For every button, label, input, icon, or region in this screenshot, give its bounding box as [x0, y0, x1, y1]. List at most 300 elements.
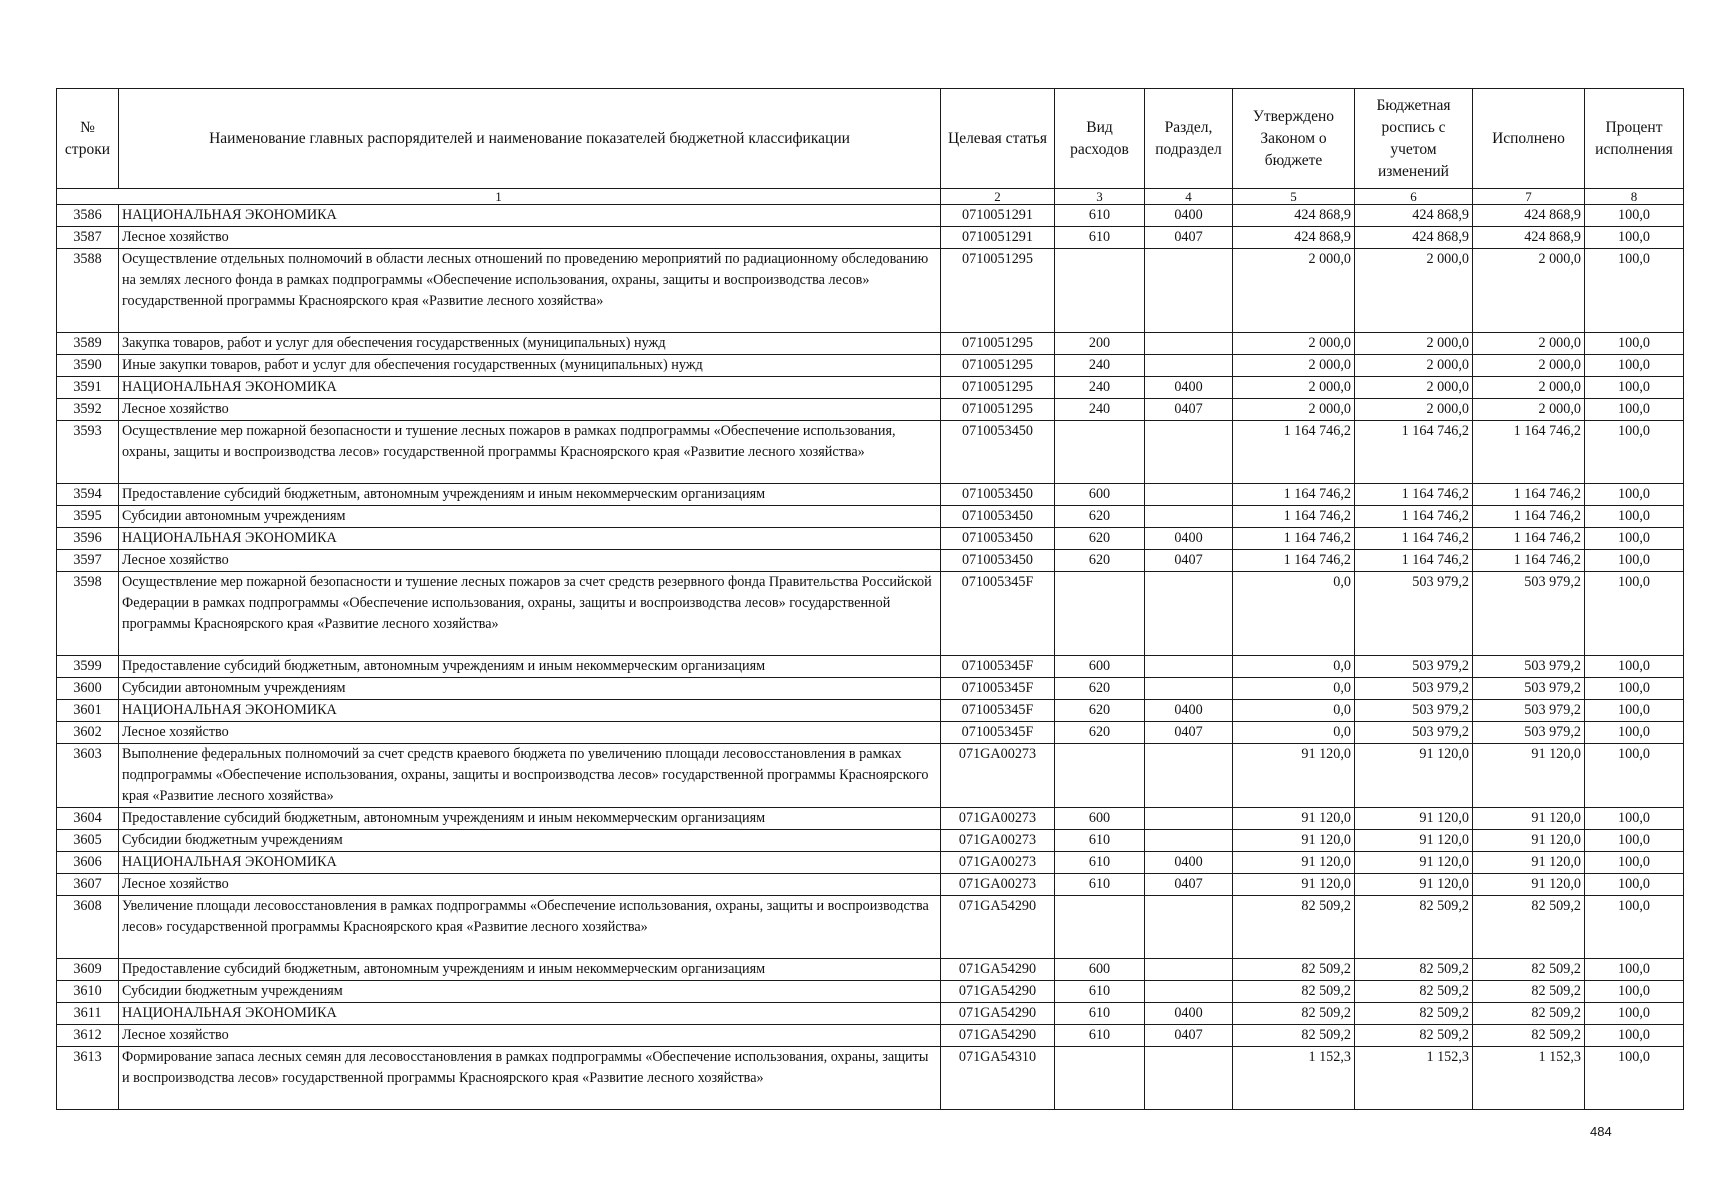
row-approved: 91 120,0: [1233, 830, 1355, 852]
row-approved: 91 120,0: [1233, 852, 1355, 874]
row-expense-type: 200: [1055, 333, 1145, 355]
row-executed: 503 979,2: [1473, 700, 1585, 722]
row-percent: 100,0: [1585, 808, 1684, 830]
row-budget-schedule: 91 120,0: [1355, 744, 1473, 808]
row-expense-type: 240: [1055, 399, 1145, 421]
row-target-article: 0710053450: [941, 484, 1055, 506]
row-expense-type: [1055, 1047, 1145, 1110]
row-expense-type: 610: [1055, 874, 1145, 896]
row-name: НАЦИОНАЛЬНАЯ ЭКОНОМИКА: [119, 528, 941, 550]
row-executed: 2 000,0: [1473, 333, 1585, 355]
row-approved: 1 164 746,2: [1233, 550, 1355, 572]
row-name: Субсидии автономным учреждениям: [119, 506, 941, 528]
table-row: [57, 722, 1684, 744]
row-percent: 100,0: [1585, 830, 1684, 852]
row-executed: 2 000,0: [1473, 399, 1585, 421]
row-number: 3602: [57, 722, 119, 744]
row-section: 0407: [1145, 227, 1233, 249]
row-approved: 0,0: [1233, 678, 1355, 700]
table-row: [57, 1003, 1684, 1025]
row-target-article: 071GA54290: [941, 981, 1055, 1003]
row-number: 3606: [57, 852, 119, 874]
table-row: [57, 506, 1684, 528]
row-budget-schedule: 91 120,0: [1355, 808, 1473, 830]
row-executed: 82 509,2: [1473, 1003, 1585, 1025]
col-number-4: 4: [1145, 189, 1233, 205]
row-approved: 2 000,0: [1233, 249, 1355, 333]
table-row: [57, 399, 1684, 421]
row-target-article: 0710051295: [941, 249, 1055, 333]
row-budget-schedule: 2 000,0: [1355, 249, 1473, 333]
row-number: 3596: [57, 528, 119, 550]
row-expense-type: 610: [1055, 1025, 1145, 1047]
row-percent: 100,0: [1585, 1025, 1684, 1047]
row-name: Осуществление мер пожарной безопасности и тушение лесных пожаров в рамках подпрограммы «Обеспечение использования, охраны, защиты и воспроизводства лесов» государственной программы Красноярского края «Развитие лесного хозяйства»: [119, 421, 941, 484]
row-executed: 1 152,3: [1473, 1047, 1585, 1110]
row-number: 3586: [57, 205, 119, 227]
row-section: [1145, 572, 1233, 656]
row-budget-schedule: 424 868,9: [1355, 227, 1473, 249]
row-section: [1145, 1047, 1233, 1110]
row-budget-schedule: 82 509,2: [1355, 1003, 1473, 1025]
row-name: НАЦИОНАЛЬНАЯ ЭКОНОМИКА: [119, 700, 941, 722]
row-percent: 100,0: [1585, 874, 1684, 896]
row-section: 0407: [1145, 1025, 1233, 1047]
row-expense-type: 610: [1055, 1003, 1145, 1025]
row-target-article: 0710053450: [941, 528, 1055, 550]
page-number: 484: [1590, 1124, 1612, 1139]
row-number: 3592: [57, 399, 119, 421]
row-budget-schedule: 2 000,0: [1355, 355, 1473, 377]
row-number: 3601: [57, 700, 119, 722]
row-section: [1145, 656, 1233, 678]
row-executed: 503 979,2: [1473, 722, 1585, 744]
row-name: НАЦИОНАЛЬНАЯ ЭКОНОМИКА: [119, 852, 941, 874]
row-expense-type: 610: [1055, 227, 1145, 249]
col-number-6: 6: [1355, 189, 1473, 205]
row-target-article: 071005345F: [941, 700, 1055, 722]
row-budget-schedule: 82 509,2: [1355, 1025, 1473, 1047]
row-expense-type: [1055, 896, 1145, 959]
row-target-article: 0710051295: [941, 399, 1055, 421]
table-row: [57, 744, 1684, 808]
row-budget-schedule: 82 509,2: [1355, 896, 1473, 959]
row-target-article: 0710051295: [941, 355, 1055, 377]
row-target-article: 071GA54310: [941, 1047, 1055, 1110]
row-number: 3590: [57, 355, 119, 377]
row-name: НАЦИОНАЛЬНАЯ ЭКОНОМИКА: [119, 377, 941, 399]
row-approved: 0,0: [1233, 656, 1355, 678]
table-row: [57, 852, 1684, 874]
row-target-article: 071005345F: [941, 656, 1055, 678]
row-section: [1145, 678, 1233, 700]
row-percent: 100,0: [1585, 852, 1684, 874]
row-expense-type: 240: [1055, 377, 1145, 399]
row-percent: 100,0: [1585, 421, 1684, 484]
row-expense-type: 620: [1055, 550, 1145, 572]
table-row: [57, 572, 1684, 656]
row-executed: 91 120,0: [1473, 852, 1585, 874]
row-target-article: 0710053450: [941, 506, 1055, 528]
row-name: Лесное хозяйство: [119, 550, 941, 572]
row-target-article: 071GA00273: [941, 744, 1055, 808]
row-section: [1145, 808, 1233, 830]
row-approved: 82 509,2: [1233, 1003, 1355, 1025]
row-executed: 424 868,9: [1473, 227, 1585, 249]
row-number: 3608: [57, 896, 119, 959]
row-expense-type: [1055, 744, 1145, 808]
row-approved: 82 509,2: [1233, 981, 1355, 1003]
row-number: 3611: [57, 1003, 119, 1025]
row-name: Лесное хозяйство: [119, 874, 941, 896]
row-section: 0400: [1145, 1003, 1233, 1025]
table-row: [57, 896, 1684, 959]
row-target-article: 0710053450: [941, 421, 1055, 484]
row-expense-type: 620: [1055, 528, 1145, 550]
row-name: НАЦИОНАЛЬНАЯ ЭКОНОМИКА: [119, 205, 941, 227]
table-row: [57, 550, 1684, 572]
row-number: 3600: [57, 678, 119, 700]
col-number-8: 8: [1585, 189, 1684, 205]
row-approved: 1 164 746,2: [1233, 528, 1355, 550]
row-budget-schedule: 503 979,2: [1355, 572, 1473, 656]
row-percent: 100,0: [1585, 355, 1684, 377]
row-percent: 100,0: [1585, 506, 1684, 528]
row-number: 3598: [57, 572, 119, 656]
row-approved: 82 509,2: [1233, 959, 1355, 981]
row-budget-schedule: 91 120,0: [1355, 830, 1473, 852]
budget-execution-table: [56, 88, 1684, 1110]
col-number-3: 3: [1055, 189, 1145, 205]
row-section: 0407: [1145, 874, 1233, 896]
row-executed: 1 164 746,2: [1473, 421, 1585, 484]
row-target-article: 071GA54290: [941, 959, 1055, 981]
row-expense-type: 620: [1055, 506, 1145, 528]
row-name: Увеличение площади лесовосстановления в рамках подпрограммы «Обеспечение использования, охраны, защиты и воспроизводства лесов» государственной программы Красноярского края «Развитие лесного хозяйства»: [119, 896, 941, 959]
col-number-7: 7: [1473, 189, 1585, 205]
col-header-name: Наименование главных распорядителей и наименование показателей бюджетной классификации: [119, 89, 941, 189]
col-number-2: 2: [941, 189, 1055, 205]
row-name: Предоставление субсидий бюджетным, автономным учреждениям и иным некоммерческим организациям: [119, 656, 941, 678]
row-percent: 100,0: [1585, 981, 1684, 1003]
row-number: 3588: [57, 249, 119, 333]
row-expense-type: 610: [1055, 981, 1145, 1003]
row-percent: 100,0: [1585, 333, 1684, 355]
row-approved: 2 000,0: [1233, 377, 1355, 399]
table-row: [57, 227, 1684, 249]
row-percent: 100,0: [1585, 572, 1684, 656]
row-expense-type: 620: [1055, 700, 1145, 722]
col-header-section: Раздел, подраздел: [1145, 89, 1233, 189]
row-budget-schedule: 1 152,3: [1355, 1047, 1473, 1110]
row-percent: 100,0: [1585, 399, 1684, 421]
col-header-executed: Исполнено: [1473, 89, 1585, 189]
row-number: 3594: [57, 484, 119, 506]
row-approved: 2 000,0: [1233, 355, 1355, 377]
row-number: 3604: [57, 808, 119, 830]
row-number: 3603: [57, 744, 119, 808]
row-section: [1145, 333, 1233, 355]
row-number: 3599: [57, 656, 119, 678]
table-row: [57, 355, 1684, 377]
row-percent: 100,0: [1585, 249, 1684, 333]
row-number: 3587: [57, 227, 119, 249]
col-header-percent: Процент исполнения: [1585, 89, 1684, 189]
row-executed: 82 509,2: [1473, 1025, 1585, 1047]
row-number: 3613: [57, 1047, 119, 1110]
table-row: [57, 678, 1684, 700]
table-row: [57, 421, 1684, 484]
row-executed: 424 868,9: [1473, 205, 1585, 227]
table-row: [57, 333, 1684, 355]
row-approved: 1 152,3: [1233, 1047, 1355, 1110]
row-budget-schedule: 503 979,2: [1355, 700, 1473, 722]
row-executed: 1 164 746,2: [1473, 484, 1585, 506]
row-executed: 1 164 746,2: [1473, 550, 1585, 572]
row-percent: 100,0: [1585, 205, 1684, 227]
row-name: Выполнение федеральных полномочий за счет средств краевого бюджета по увеличению площади лесовосстановления в рамках подпрограммы «Обеспечение использования, охраны, защиты и воспроизводства лесов» государственной программы Красноярского края «Развитие лесного хозяйства»: [119, 744, 941, 808]
row-section: [1145, 421, 1233, 484]
row-name: Субсидии бюджетным учреждениям: [119, 981, 941, 1003]
row-executed: 2 000,0: [1473, 377, 1585, 399]
table-row: [57, 959, 1684, 981]
row-percent: 100,0: [1585, 656, 1684, 678]
row-percent: 100,0: [1585, 678, 1684, 700]
row-section: [1145, 981, 1233, 1003]
table-row: [57, 808, 1684, 830]
row-number: 3595: [57, 506, 119, 528]
row-budget-schedule: 503 979,2: [1355, 722, 1473, 744]
row-executed: 1 164 746,2: [1473, 506, 1585, 528]
row-budget-schedule: 1 164 746,2: [1355, 506, 1473, 528]
row-number: 3591: [57, 377, 119, 399]
col-number-5: 5: [1233, 189, 1355, 205]
row-budget-schedule: 91 120,0: [1355, 874, 1473, 896]
row-expense-type: 610: [1055, 830, 1145, 852]
row-number: 3589: [57, 333, 119, 355]
row-percent: 100,0: [1585, 528, 1684, 550]
row-budget-schedule: 1 164 746,2: [1355, 550, 1473, 572]
row-target-article: 071005345F: [941, 722, 1055, 744]
row-expense-type: 600: [1055, 484, 1145, 506]
row-target-article: 0710053450: [941, 550, 1055, 572]
row-budget-schedule: 1 164 746,2: [1355, 484, 1473, 506]
table-row: [57, 700, 1684, 722]
row-approved: 1 164 746,2: [1233, 421, 1355, 484]
row-percent: 100,0: [1585, 700, 1684, 722]
row-target-article: 071GA00273: [941, 808, 1055, 830]
table-header: [57, 89, 1684, 205]
row-section: [1145, 744, 1233, 808]
row-section: 0407: [1145, 399, 1233, 421]
row-number: 3610: [57, 981, 119, 1003]
row-number: 3593: [57, 421, 119, 484]
row-expense-type: [1055, 572, 1145, 656]
row-executed: 2 000,0: [1473, 249, 1585, 333]
row-approved: 1 164 746,2: [1233, 484, 1355, 506]
col-header-approved: Утверждено Законом о бюджете: [1233, 89, 1355, 189]
row-executed: 91 120,0: [1473, 744, 1585, 808]
row-target-article: 071GA00273: [941, 852, 1055, 874]
row-percent: 100,0: [1585, 550, 1684, 572]
row-section: [1145, 484, 1233, 506]
row-section: 0400: [1145, 852, 1233, 874]
col-header-budget-schedule: Бюджетная роспись с учетом изменений: [1355, 89, 1473, 189]
row-budget-schedule: 2 000,0: [1355, 399, 1473, 421]
row-section: [1145, 249, 1233, 333]
col-number-1: 1: [57, 189, 941, 205]
table-row: [57, 874, 1684, 896]
row-percent: 100,0: [1585, 1003, 1684, 1025]
row-budget-schedule: 82 509,2: [1355, 959, 1473, 981]
row-name: Предоставление субсидий бюджетным, автономным учреждениям и иным некоммерческим организациям: [119, 484, 941, 506]
budget-table-sheet: [56, 88, 1673, 1110]
table-row: [57, 830, 1684, 852]
row-approved: 91 120,0: [1233, 874, 1355, 896]
row-target-article: 071GA54290: [941, 1025, 1055, 1047]
row-target-article: 071005345F: [941, 678, 1055, 700]
row-name: Предоставление субсидий бюджетным, автономным учреждениям и иным некоммерческим организациям: [119, 808, 941, 830]
row-executed: 91 120,0: [1473, 830, 1585, 852]
row-target-article: 071GA54290: [941, 896, 1055, 959]
row-section: 0407: [1145, 722, 1233, 744]
row-budget-schedule: 1 164 746,2: [1355, 528, 1473, 550]
row-approved: 82 509,2: [1233, 896, 1355, 959]
table-row: [57, 981, 1684, 1003]
row-section: 0400: [1145, 528, 1233, 550]
row-name: Предоставление субсидий бюджетным, автономным учреждениям и иным некоммерческим организациям: [119, 959, 941, 981]
row-budget-schedule: 2 000,0: [1355, 333, 1473, 355]
row-approved: 424 868,9: [1233, 205, 1355, 227]
row-expense-type: 600: [1055, 656, 1145, 678]
row-number: 3605: [57, 830, 119, 852]
row-approved: 2 000,0: [1233, 399, 1355, 421]
row-name: Формирование запаса лесных семян для лесовосстановления в рамках подпрограммы «Обеспечение использования, охраны, защиты и воспроизводства лесов» государственной программы Красноярского края «Развитие лесного хозяйства»: [119, 1047, 941, 1110]
row-executed: 503 979,2: [1473, 678, 1585, 700]
table-row: [57, 656, 1684, 678]
row-approved: 424 868,9: [1233, 227, 1355, 249]
row-target-article: 071GA54290: [941, 1003, 1055, 1025]
row-approved: 0,0: [1233, 700, 1355, 722]
row-expense-type: 600: [1055, 808, 1145, 830]
row-budget-schedule: 503 979,2: [1355, 656, 1473, 678]
row-approved: 91 120,0: [1233, 808, 1355, 830]
row-expense-type: 600: [1055, 959, 1145, 981]
row-executed: 91 120,0: [1473, 874, 1585, 896]
row-target-article: 0710051295: [941, 377, 1055, 399]
row-target-article: 071GA00273: [941, 830, 1055, 852]
row-name: Лесное хозяйство: [119, 227, 941, 249]
row-section: 0400: [1145, 205, 1233, 227]
col-header-num: № строки: [57, 89, 119, 189]
column-number-row: [57, 189, 1684, 205]
table-row: [57, 1025, 1684, 1047]
row-target-article: 0710051295: [941, 333, 1055, 355]
row-budget-schedule: 1 164 746,2: [1355, 421, 1473, 484]
row-target-article: 071005345F: [941, 572, 1055, 656]
row-number: 3607: [57, 874, 119, 896]
row-approved: 91 120,0: [1233, 744, 1355, 808]
row-name: НАЦИОНАЛЬНАЯ ЭКОНОМИКА: [119, 1003, 941, 1025]
row-approved: 0,0: [1233, 722, 1355, 744]
row-expense-type: 620: [1055, 678, 1145, 700]
row-expense-type: 610: [1055, 205, 1145, 227]
row-number: 3612: [57, 1025, 119, 1047]
row-executed: 503 979,2: [1473, 656, 1585, 678]
row-budget-schedule: 91 120,0: [1355, 852, 1473, 874]
col-header-target-article: Целевая статья: [941, 89, 1055, 189]
row-executed: 82 509,2: [1473, 959, 1585, 981]
row-name: Осуществление мер пожарной безопасности и тушение лесных пожаров за счет средств резервного фонда Правительства Российской Федерации в рамках подпрограммы «Обеспечение использования, охраны, защиты и воспроизводства лесов» государственной программы Красноярского края «Развитие лесного хозяйства»: [119, 572, 941, 656]
row-percent: 100,0: [1585, 227, 1684, 249]
row-section: [1145, 355, 1233, 377]
row-name: Осуществление отдельных полномочий в области лесных отношений по проведению мероприятий по радиационному обследованию на землях лесного фонда в рамках подпрограммы «Обеспечение использования, охраны, защиты и воспроизводства лесов» государственной программы Красноярского края «Развитие лесного хозяйства»: [119, 249, 941, 333]
row-expense-type: 610: [1055, 852, 1145, 874]
row-percent: 100,0: [1585, 484, 1684, 506]
row-number: 3597: [57, 550, 119, 572]
row-section: [1145, 896, 1233, 959]
row-section: [1145, 959, 1233, 981]
row-name: Закупка товаров, работ и услуг для обеспечения государственных (муниципальных) нужд: [119, 333, 941, 355]
row-name: Иные закупки товаров, работ и услуг для обеспечения государственных (муниципальных) нужд: [119, 355, 941, 377]
row-budget-schedule: 82 509,2: [1355, 981, 1473, 1003]
col-header-expense-type: Вид расходов: [1055, 89, 1145, 189]
row-section: [1145, 830, 1233, 852]
row-executed: 1 164 746,2: [1473, 528, 1585, 550]
row-section: [1145, 506, 1233, 528]
table-row: [57, 1047, 1684, 1110]
row-name: Субсидии автономным учреждениям: [119, 678, 941, 700]
row-executed: 82 509,2: [1473, 896, 1585, 959]
row-budget-schedule: 503 979,2: [1355, 678, 1473, 700]
row-expense-type: 240: [1055, 355, 1145, 377]
table-row: [57, 377, 1684, 399]
row-executed: 82 509,2: [1473, 981, 1585, 1003]
row-name: Лесное хозяйство: [119, 722, 941, 744]
row-name: Субсидии бюджетным учреждениям: [119, 830, 941, 852]
row-expense-type: [1055, 249, 1145, 333]
row-name: Лесное хозяйство: [119, 1025, 941, 1047]
table-body: [57, 205, 1684, 1110]
row-expense-type: 620: [1055, 722, 1145, 744]
row-target-article: 0710051291: [941, 205, 1055, 227]
row-number: 3609: [57, 959, 119, 981]
table-row: [57, 528, 1684, 550]
row-expense-type: [1055, 421, 1145, 484]
row-target-article: 0710051291: [941, 227, 1055, 249]
table-row: [57, 249, 1684, 333]
row-percent: 100,0: [1585, 377, 1684, 399]
row-budget-schedule: 2 000,0: [1355, 377, 1473, 399]
row-executed: 503 979,2: [1473, 572, 1585, 656]
row-approved: 2 000,0: [1233, 333, 1355, 355]
row-executed: 91 120,0: [1473, 808, 1585, 830]
row-approved: 1 164 746,2: [1233, 506, 1355, 528]
table-row: [57, 205, 1684, 227]
row-budget-schedule: 424 868,9: [1355, 205, 1473, 227]
row-target-article: 071GA00273: [941, 874, 1055, 896]
row-percent: 100,0: [1585, 722, 1684, 744]
row-section: 0400: [1145, 377, 1233, 399]
row-name: Лесное хозяйство: [119, 399, 941, 421]
row-section: 0400: [1145, 700, 1233, 722]
row-percent: 100,0: [1585, 1047, 1684, 1110]
row-executed: 2 000,0: [1473, 355, 1585, 377]
row-percent: 100,0: [1585, 896, 1684, 959]
row-approved: 0,0: [1233, 572, 1355, 656]
row-percent: 100,0: [1585, 744, 1684, 808]
row-percent: 100,0: [1585, 959, 1684, 981]
